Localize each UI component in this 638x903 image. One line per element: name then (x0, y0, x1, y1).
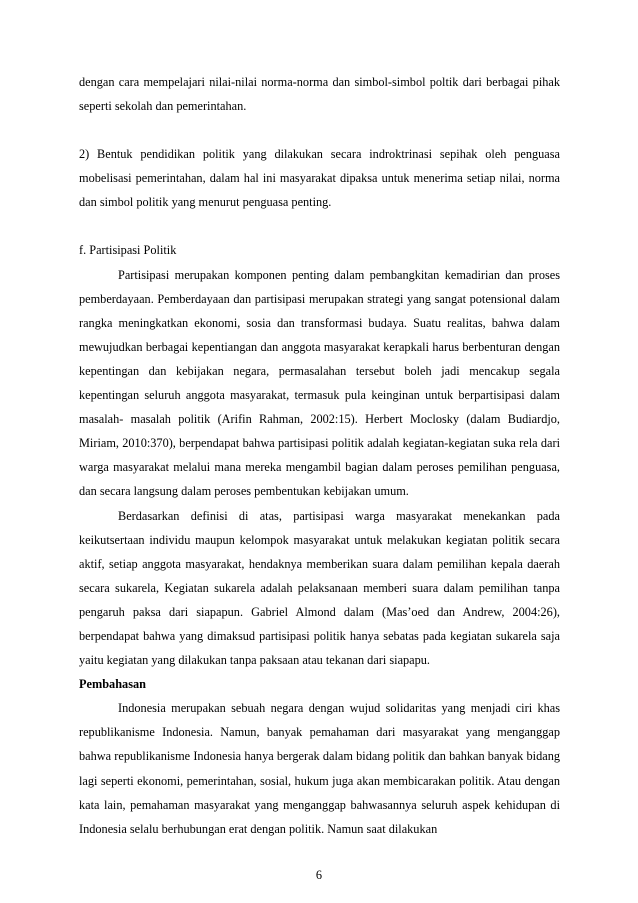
paragraph-gap (79, 214, 560, 238)
page-number: 6 (315, 868, 323, 882)
paragraph-pembahasan: Indonesia merupakan sebuah negara dengan wujud solidaritas yang menjadi ciri khas republikanisme Indonesia. Namun, banyak pemahaman dari masyarakat yang menganggap bahwa republikanisme Indonesia hanya bergerak dalam bidang politik dan bahkan banyak bidang lagi seperti ekonomi, pemerintahan, sosial, hukum juga akan membicarakan politik. Atau dengan kata lain, pemahaman masyarakat yang menganggap bahwasannya seluruh aspek kehidupan di Indonesia selalu berhubungan erat dengan politik. Namun saat dilakukan (79, 701, 560, 836)
section-heading-pembahasan: Pembahasan (79, 677, 146, 692)
section-heading-partisipasi: f. Partisipasi Politik (79, 243, 177, 258)
paragraph-partisipasi-definition: Partisipasi merupakan komponen penting dalam pembangkitan kemadirian dan proses pemberdayaan. Pemberdayaan dan partisipasi merupakan strategi yang sangat potensional dalam rangka meningkatkan ekonomi, sosia dan transformasi budaya. Suatu realitas, bahwa dalam mewujudkan berbagai kepentiangan dan anggota masyarakat kerapkali harus berbenturan dengan kepentingan dan kebijakan negara, permasalahan tersebut boleh jadi mencakup segala kepentingan seluruh anggota masyarakat, termasuk pula keinginan untuk berpartisipasi dalam masalah- masalah politik (Arifin Rahman, 2002:15). Herbert Moclosky (dalam Budiardjo, Miriam, 2010:370), berpendapat bahwa partisipasi politik adalah kegiatan-kegiatan suka rela dari warga masyarakat melalui mana mereka mengambil bagian dalam peroses pemilihan penguasa, dan secara langsung dalam peroses pembentukan kebijakan umum. (79, 267, 560, 499)
paragraph-partisipasi-analysis: Berdasarkan definisi di atas, partisipasi warga masyarakat menekankan pada keikutsertaan individu maupun kelompok masyarakat untuk melakukan kegiatan politik secara aktif, setiap anggota masyarakat, hendaknya memberikan suara dalam pemilihan kepala daerah secara sukarela, Kegiatan sukarela adalah pelaksanaan memberi suara dalam pemilihan tanpa pengaruh paksa dari siapapun. Gabriel Almond dalam (Mas’oed dan Andrew, 2004:26), berpendapat bahwa yang dimaksud partisipasi politik hanya sebatas pada kegiatan sukarela saja yaitu kegiatan yang dilakukan tanpa paksaan atau tekanan dari siapapu. (79, 508, 560, 668)
page-body (79, 70, 560, 841)
paragraph-indoctrination: 2) Bentuk pendidikan politik yang dilakukan secara indroktrinasi sepihak oleh penguasa mobelisasi pemerintahan, dalam hal ini masyarakat dipaksa untuk menerima setiap nilai, norma dan simbol politik yang menurut penguasa penting. (79, 147, 560, 210)
paragraph-gap (79, 118, 560, 142)
paragraph-continuation: dengan cara mempelajari nilai-nilai norma-norma dan simbol-simbol poltik dari berbagai pihak seperti sekolah dan pemerintahan. (79, 75, 560, 114)
